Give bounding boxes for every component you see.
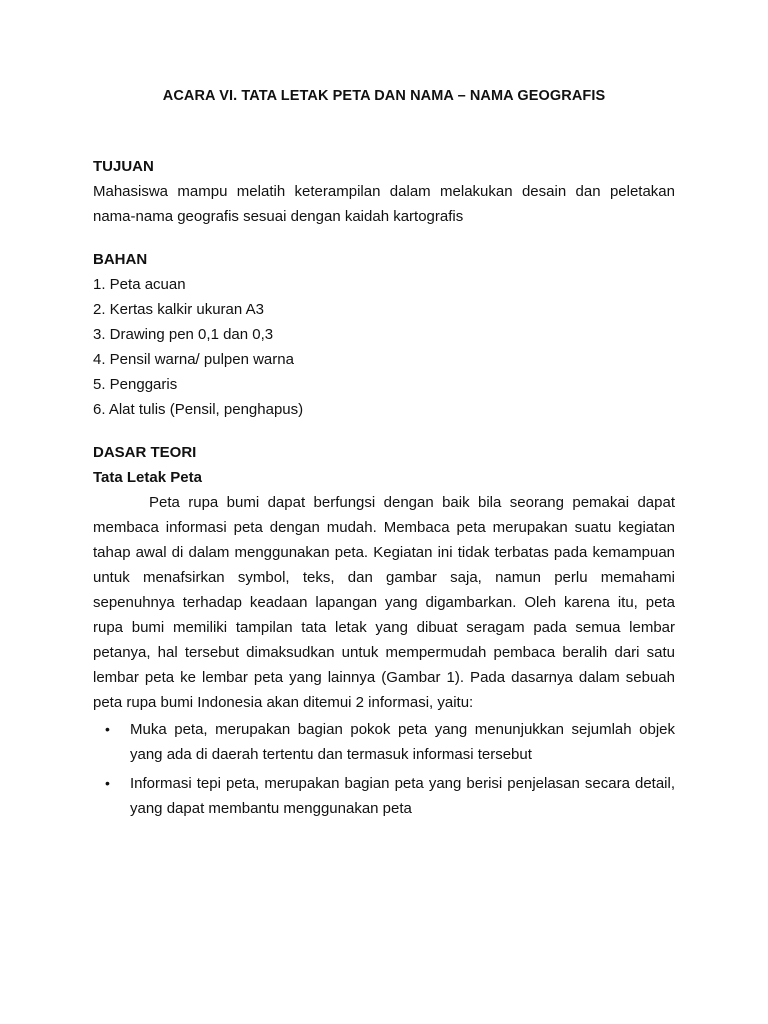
section-dasar-teori [93,440,675,821]
tata-letak-subheading: Tata Letak Peta [93,469,202,486]
list-item: 3. Drawing pen 0,1 dan 0,3 [93,326,274,343]
bullet-text: Informasi tepi peta, merupakan bagian peta yang berisi penjelasan secara detail, yang dapat membantu menggunakan peta [130,775,675,817]
page-title: ACARA VI. TATA LETAK PETA DAN NAMA – NAMA GEOGRAFIS [162,88,606,104]
bullet-icon: • [105,775,110,791]
list-item: 6. Alat tulis (Pensil, penghapus) [93,401,304,418]
list-item: 5. Penggaris [93,376,178,393]
list-item [93,771,675,821]
bullet-text: Muka peta, merupakan bagian pokok peta yang menunjukkan sejumlah objek yang ada di daerah tertentu dan termasuk informasi tersebut [130,721,675,763]
section-tujuan [93,154,675,229]
tujuan-text: Mahasiswa mampu melatih keterampilan dalam melakukan desain dan peletakan nama-nama geografis sesuai dengan kaidah kartografis [93,183,675,225]
section-spacer [93,229,675,247]
bahan-heading: BAHAN [93,251,148,268]
section-bahan [93,247,675,422]
tujuan-heading: TUJUAN [93,158,154,175]
dasar-teori-heading: DASAR TEORI [93,444,197,461]
bahan-list [93,272,675,422]
dasar-teori-paragraph: Peta rupa bumi dapat berfungsi dengan baik bila seorang pemakai dapat membaca informasi peta dengan mudah. Membaca peta merupakan suatu kegiatan tahap awal di dalam menggunakan peta. Kegiatan ini tidak terbatas pada kemampuan untuk menafsirkan symbol, teks, dan gambar saja, namun perlu memahami sepenuhnya terhadap keadaan lapangan yang digambarkan. Oleh karena itu, peta rupa bumi memiliki tampilan tata letak yang dibuat seragam pada semua lembar petanya, hal tersebut dimaksudkan untuk mempermudah pembaca beralih dari satu lembar peta ke lembar peta yang lainnya (Gambar 1). Pada dasarnya dalam sebuah peta rupa bumi Indonesia akan ditemui 2 informasi, yaitu: [93,494,675,711]
list-item: 4. Pensil warna/ pulpen warna [93,351,294,368]
info-bullet-list [93,717,675,821]
section-spacer [93,422,675,440]
list-item: 2. Kertas kalkir ukuran A3 [93,301,264,318]
list-item: 1. Peta acuan [93,276,186,293]
bullet-icon: • [105,721,110,737]
list-item [93,717,675,767]
